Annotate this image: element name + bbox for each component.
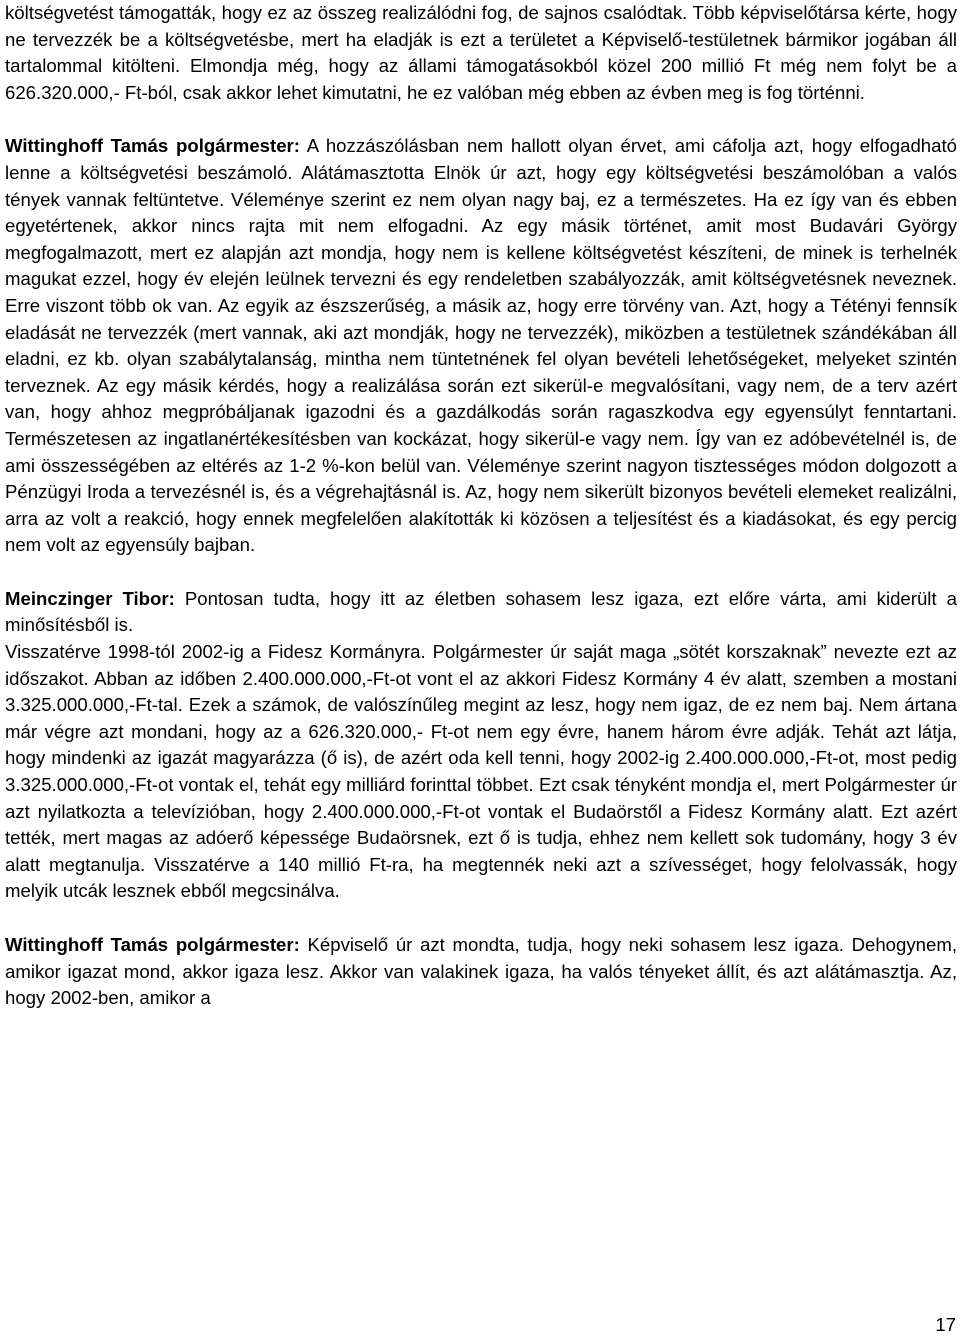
speaker-name: Wittinghoff Tamás polgármester: [5, 934, 300, 955]
speaker-name: Wittinghoff Tamás polgármester: [5, 135, 300, 157]
page-number: 17 [935, 1314, 956, 1335]
paragraph-meinczinger [5, 586, 957, 639]
paragraph-meinczinger-continued [5, 639, 957, 905]
speaker-name: Meinczinger Tibor: [5, 587, 175, 609]
document-page [5, 0, 957, 1012]
paragraph-gap [5, 559, 957, 586]
paragraph-continuation [5, 0, 957, 106]
paragraph-mayor-reply [5, 932, 957, 1012]
paragraph-gap [5, 106, 957, 133]
paragraph-gap [5, 905, 957, 932]
paragraph-text: költségvetést támogatták, hogy ez az összeg realizálódni fog, de sajnos csalódtak. Több képviselőtársa kérte, hogy ne tervezzék be a költségvetésbe, mert ha eladják is ezt a területet a Képviselő-testületnek bármikor jogában áll tartalommal kitölteni. Elmondja még, hogy az állami támogatásokból közel 200 millió Ft még nem folyt be a 626.320.000,- Ft-ból, csak akkor lehet kimutatni, he ez valóban még ebben az évben meg is fog történni. [5, 2, 957, 103]
paragraph-text: Képviselő úr azt mondta, tudja, hogy neki sohasem lesz igaza. Dehogynem, amikor igazat mond, akkor igaza lesz. Akkor van valakinek igaza, ha valós tényeket állít, és azt alátámasztja. Az, hogy 2002-ben, amikor a [5, 934, 958, 1009]
paragraph-text: Pontosan tudta, hogy itt az életben sohasem lesz igaza, ezt előre várta, ami kiderült a minősítésből is. [5, 587, 957, 636]
paragraph-text: A hozzászólásban nem hallott olyan érvet, ami cáfolja azt, hogy elfogadható lenne a költségvetési beszámoló. Alátámasztotta Elnök úr azt, hogy egy költségvetési beszámolóban a valós tények vannak feltüntetve. Véleménye szerint ez nem olyan nagy baj, ez a természetes. Ha ez így van és ebben egyetértenek, akkor nincs rajta mit nem elfogadni. Az egy másik történet, amit most Budavári György megfogalmazott, mert ez alapján azt mondja, hogy nem is kellene költségvetést készíteni, de minek is terhelnék magukat ezzel, hogy év elején leülnek tervezni és egy rendeletben szabályozzák, amit költségvetésnek neveznek. Erre viszont több ok van. Az egyik az észszerűség, a másik az, hogy erre törvény van. Azt, hogy a Tétényi fennsík eladását ne tervezzék (mert vannak, aki azt mondják, hogy ne tervezzék), miközben a testületnek szándékában áll eladni, ez kb. olyan szabálytalanság, mintha nem tüntetnének fel olyan bevételi lehetőségeket, melyeket szintén terveznek. Az egy másik kérdés, hogy a realizálása során ezt sikerül-e megvalósítani, vagy nem, de a terv azért van, hogy ahhoz megpróbáljanak igazodni és a gazdálkodás során ragaszkodva egy egyensúlyt fenntartani. Természetesen az ingatlanértékesítésben van kockázat, hogy sikerül-e vagy nem. Így van ez adóbevételnél is, de ami összességében az eltérés az 1-2 %-kon belül van. Véleménye szerint nagyon tisztességes módon dolgozott a Pénzügyi Iroda a tervezésnél is, és a végrehajtásnál is. Az, hogy nem sikerült bizonyos bevételi elemeket realizálni, arra az volt a reakció, hogy ennek megfelelően alakították ki közösen a teljesítést és a kiadásokat, és egy percig nem volt az egyensúly bajban. [5, 135, 957, 556]
paragraph-mayor-response [5, 133, 957, 559]
paragraph-text: Visszatérve 1998-tól 2002-ig a Fidesz Kormányra. Polgármester úr saját maga „sötét korszaknak” nevezte ezt az időszakot. Abban az időben 2.400.000.000,-Ft-ot vont el az akkori Fidesz Kormány 4 év alatt, szemben a mostani 3.325.000.000,-Ft-tal. Ezek a számok, de valószínűleg megint az lesz, hogy nem igaz, de ez nem baj. Nem ártana már végre azt mondani, hogy az a 626.320.000,- Ft-ot nem egy évre, hanem három évre adják. Tehát azt látja, hogy mindenki az igazát magyarázza (ő is), de azért oda kell tenni, hogy 2002-ig 2.400.000.000,-Ft-ot, most pedig 3.325.000.000,-Ft-ot vontak el, tehát egy milliárd forinttal többet. Ezt csak tényként mondja el, mert Polgármester úr azt nyilatkozta a televízióban, hogy 2.400.000.000,-Ft-ot vontak el Budaörstől a Fidesz Kormány alatt. Ezt azért tették, mert magas az adóerő képessége Budaörsnek, ezt ő is tudja, ehhez nem kellett sok tudomány, hogy 3 év alatt megtanulja. Visszatérve a 140 millió Ft-ra, ha megtennék neki azt a szívességet, hogy felolvassák, hogy melyik utcák lesznek ebből megcsinálva. [5, 641, 957, 902]
